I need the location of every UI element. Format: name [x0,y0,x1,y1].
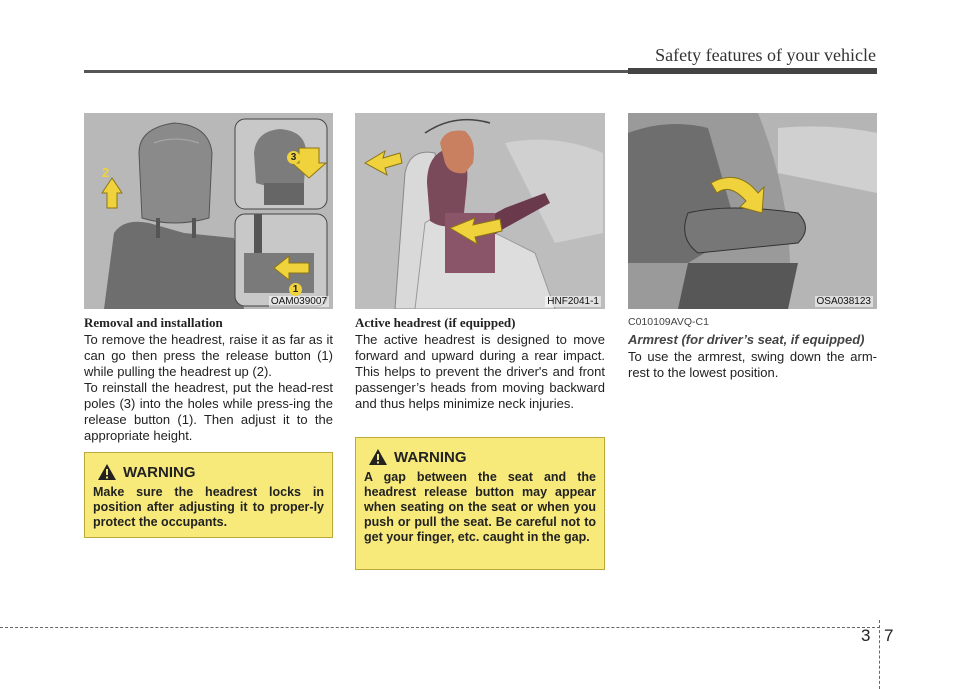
warning-icon [97,463,117,481]
chapter-number: 3 [861,626,871,645]
reference-code: C010109AVQ-C1 [628,316,709,328]
warning-title: WARNING [394,448,467,466]
section-title: Safety features of your vehicle [655,45,876,65]
footer-divider [879,620,880,689]
page-number: 7 [884,626,894,645]
heading-removal: Removal and installation [84,315,223,330]
figure-code: OAM039007 [270,296,327,307]
figure-code: OSA038123 [816,296,871,307]
para-removal: To remove the headrest, raise it as far as it can go then press the release button (1) while pulling the headrest up (2). [84,332,333,379]
callout-3: 3 [287,151,300,164]
warning-title: WARNING [123,463,196,481]
heading-armrest: Armrest (for driver’s seat, if equipped) [628,332,865,347]
para-armrest: To use the armrest, swing down the arm-rest to the lowest position. [628,349,877,380]
warning-box-headrest [84,452,333,538]
figure-active-headrest [355,113,605,309]
footer-rule [0,627,880,628]
warning-text: Make sure the headrest locks in position after adjusting it to proper-ly protect the occupants. [93,485,324,529]
para-active-headrest: The active headrest is designed to move forward and upward during a rear impact. This helps to prevent the driver's and front passenger’s heads from moving backward and thus helps minimize neck injuries. [355,332,605,411]
warning-icon [368,448,388,466]
figure-armrest [628,113,877,309]
para-reinstall: To reinstall the headrest, put the head-rest poles (3) into the holes while press-ing the release button (1). Then adjust it to the appropriate height. [84,380,333,443]
warning-box-gap [355,437,605,570]
header-rule-accent [628,68,877,74]
callout-2: 2 [102,165,110,180]
heading-active-headrest: Active headrest (if equipped) [355,315,516,330]
figure-code: HNF2041-1 [547,296,599,307]
callout-1: 1 [289,283,302,296]
warning-text: A gap between the seat and the headrest release button may appear when seating on the seat or when you push or pull the seat. Be careful not to get your finger, etc. caught in the gap. [364,470,596,544]
figure-headrest [84,113,333,309]
